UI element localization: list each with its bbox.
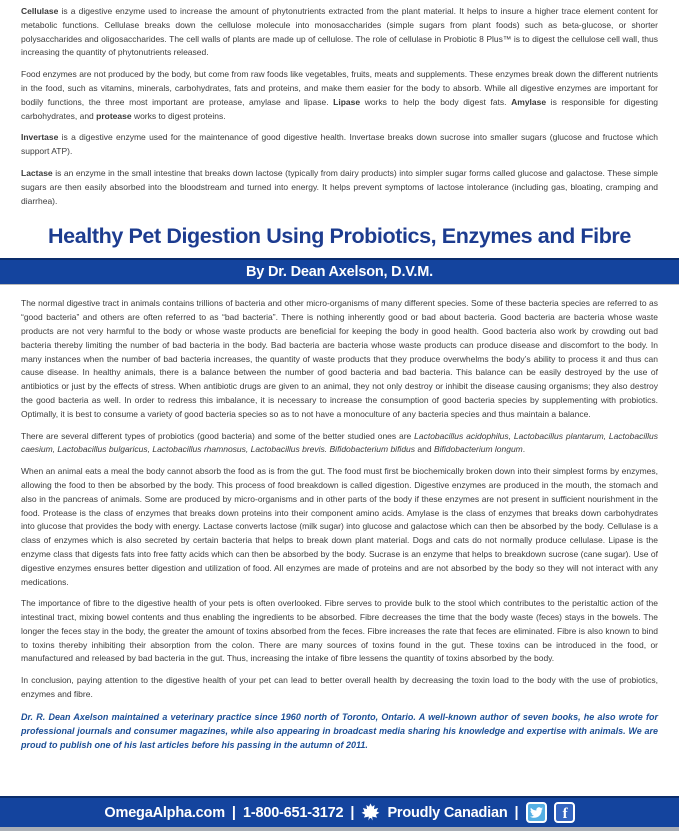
article-paragraph-probiotic-types: There are several different types of probiotics (good bacteria) and some of the better studied ones are Lactobacillus acidophilus, Lactobacillus plantarum, Lactobacillus caesium, Lactobacillus bulgaricus, Lactobacillus rhamnosus, Lactobacillus brevis. Bifidobacterium bifidus and Bifidobacterium longum. <box>21 430 658 455</box>
facebook-f-glyph: f <box>562 806 568 822</box>
footer-separator: | <box>514 804 519 821</box>
footer-separator: | <box>231 804 236 821</box>
byline-banner <box>0 258 679 285</box>
article-headline: Healthy Pet Digestion Using Probiotics, Enzymes and Fibre <box>48 224 631 249</box>
article-paragraph-bacteria: The normal digestive tract in animals contains trillions of bacteria and other micro-organisms of many different species. Some of these bacteria species are referred to as “good bacteria” and others are often referred to as “bad bacteria”. There is nothing inherently good or bad about bacteria. Good bacteria are bacteria whose waste products are not very harmful to the body or whose waste products are beneficial for keeping the body in good health. Good bacteria also work by crowding out bad bacteria thereby limiting the number of bad bacteria in the body. Bad bacteria are bacteria whose waste products can produce disease and discomfort to the body. In many instances when the number of bad bacteria increases, the quantity of waste products that they produce overwhelms the body’s ability to process it and thus can cause disease. In healthy animals, there is a balance between the number of good bacteria and bad bacteria. This balance can be easily destroyed by the use of antibiotics or just by the effects of stress. When antibiotic drugs are given to an animal, they not only destroy or inhibit the disease causing organisms; they also destroy the good bacteria as well. In order to redress this imbalance, it is necessary to increase the consumption of good bacteria species by supplementing with probiotics. Optimally, it is best to consume a variety of good bacteria species so as to not have a monoculture of any bacteria species and thus maintain a balance. <box>21 298 658 419</box>
intro-paragraph-food-enzymes: Food enzymes are not produced by the body, but come from raw foods like vegetables, fruits, meats and supplements. These enzymes break down the different nutrients in the food, such as vitamins, minerals, carbohydrates, fats and proteins, and make them easier for the body to absorb. While all digestive enzymes are important for bodily functions, the three most important are protease, amylase and lipase. Lipase works to help the body digest fats. Amylase is responsible for digesting carbohydrates, and protease works to digest proteins. <box>21 69 658 121</box>
twitter-bird-icon[interactable] <box>526 802 547 823</box>
article-paragraph-digestion: When an animal eats a meal the body cannot absorb the food as is from the gut. The food must first be biochemically broken down into their simplest forms by enzymes, allowing the food to then be absorbed by the body. This process of food breakdown is called digestion. Digestive enzymes are produced in the mouth, the stomach and also in the pancreas of animals. Some are produced by micro-organisms and in other parts of the body if these enzymes are not present in sufficient nourishment in the food. Protease is the class of enzymes that breaks down proteins into their component amino acids. Amylase is the class of enzymes that breaks down carbohydrates into glucose that provides the body with energy. Lactase converts lactose (milk sugar) into glucose and galactose which can then be absorbed by the body. Cellulase is a class of enzymes which is also secreted by certain bacteria that helps to break down plant material. Dogs and cats do not normally produce cellulase. Lipase is the enzyme class that digests fats into free fatty acids which can then be absorbed by the body. Sucrase is an enzyme that helps to breakdown sucrose (cane sugar). Use of digestive enzymes ensures better digestion and utilization of food. All enzymes are made of proteins and are not absorbed by the body so they will not interact with any medications. <box>21 466 658 587</box>
article-paragraph-fibre: The importance of fibre to the digestive health of your pets is often overlooked. Fibre serves to provide bulk to the stool which contributes to the peristaltic action of the intestinal tract, mixing bowel contents and thus enabling the ingredients to be absorbed. Fibre decreases the time that the body waste (feces) stays in the bowels. The longer the feces stay in the body, the greater the amount of toxins absorbed from the feces. Fibre increases the rate that feces are eliminated. Fibre is also known to bind to toxins thereby inhibiting their absorption from the colon. There are many sources of toxins found in the gut. These toxins can be introduced in the food, or manufactured and released by bad bacteria in the gut. Thus, increasing the intake of fibre lessens the quantity of toxins absorbed by the body. <box>21 598 658 664</box>
byline-text: By Dr. Dean Axelson, D.V.M. <box>246 264 433 281</box>
page-bottom-strip <box>0 827 679 831</box>
intro-section <box>0 0 679 216</box>
footer-separator: | <box>350 804 355 821</box>
article-paragraph-conclusion: In conclusion, paying attention to the digestive health of your pet can lead to better overall health by decreasing the toxin load to the body with the use of probiotics, enzymes and fibre. <box>21 675 658 700</box>
footer-tagline: Proudly Canadian <box>387 804 508 821</box>
intro-paragraph-lactase: Lactase is an enzyme in the small intestine that breaks down lactose (typically from dairy products) into simpler sugar forms called glucose and galactose. These simple sugars are then easily absorbed into the bloodstream and turned into energy. It helps prevent symptoms of lactose intolerance (including gas, bloating, cramping and diarrhea). <box>21 167 658 206</box>
footer-website-link[interactable]: OmegaAlpha.com <box>104 804 225 821</box>
author-bio: Dr. R. Dean Axelson maintained a veterinary practice since 1960 north of Toronto, Ontario. A well-known author of seven books, he also wrote for professional journals and consumer magazines, while also appearing in broadcast media sharing his knowledge and expertise with animals. We are proud to publish one of his last articles before his passing in the autumn of 2011. <box>21 711 658 750</box>
article-body <box>0 292 679 758</box>
footer-phone[interactable]: 1-800-651-3172 <box>242 804 344 821</box>
footer-bar <box>0 796 679 827</box>
intro-paragraph-cellulase: Cellulase is a digestive enzyme used to increase the amount of phytonutrients extracted from the plant material. It helps to insure a higher trace element content for metabolic functions. Cellulase breaks down the cellulose molecule into monosaccharides (simple sugars from plant foods) such as beta-glucose, or shorter polysaccharides and oligosaccharides. The cell walls of plants are made up of cellulose. The role of cellulase in Probiotic 8 Plus™ is to digest the cellulose cell wall, thus increasing the quantity of phytonutrients released. <box>21 6 658 58</box>
intro-paragraph-invertase: Invertase is a digestive enzyme used for the maintenance of good digestive health. Invertase breaks down sucrose into smaller sugars (glucose and fructose which support ATP). <box>21 132 658 157</box>
facebook-f-icon[interactable] <box>554 802 575 823</box>
maple-leaf-icon <box>361 803 380 822</box>
